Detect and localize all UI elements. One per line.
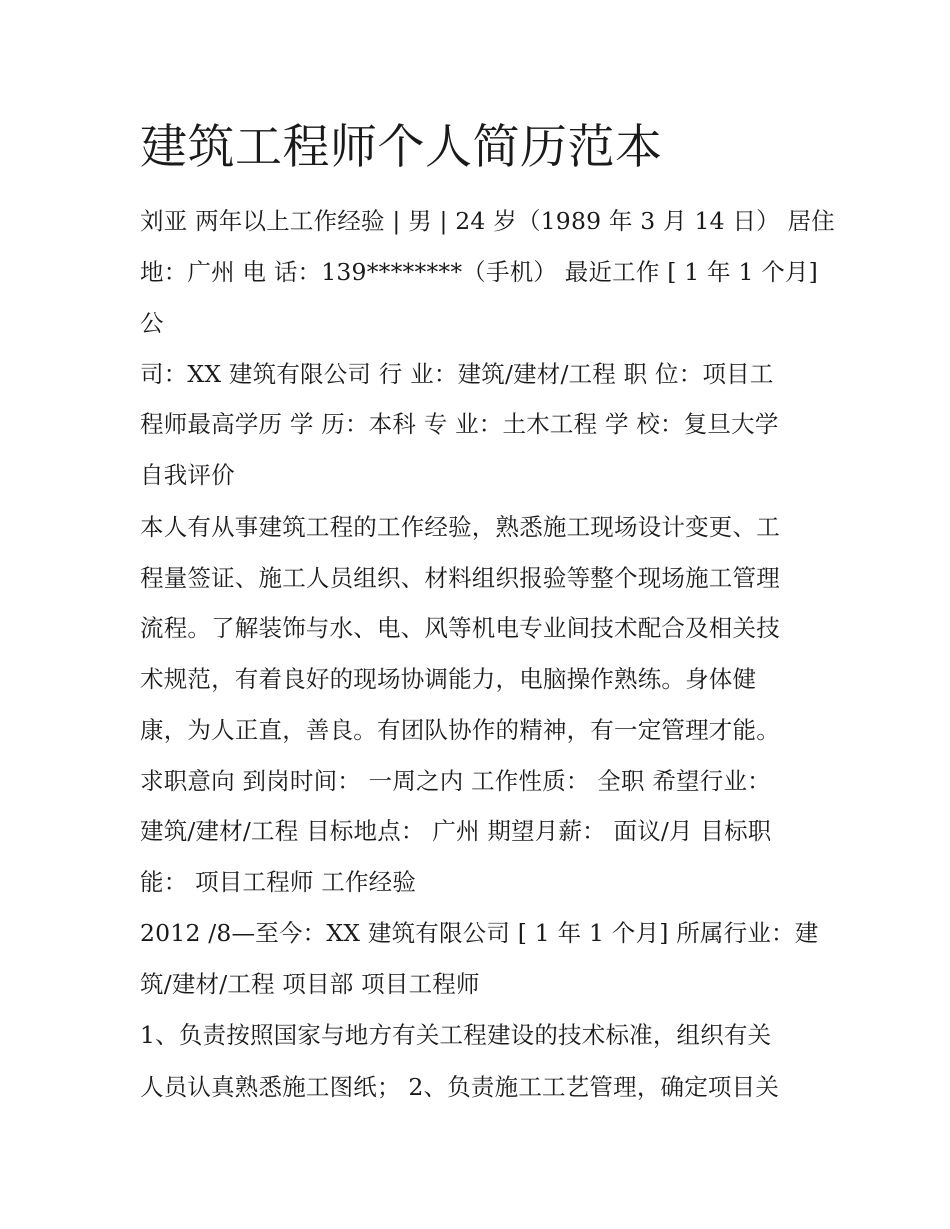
text-line: 1、负责按照国家与地方有关工程建设的技术标准，组织有关 bbox=[140, 1021, 772, 1049]
text-line: 求职意向 到岗时间： 一周之内 工作性质： 全职 希望行业： bbox=[140, 767, 771, 795]
text-line: 公 bbox=[140, 309, 164, 337]
text-line: 程师最高学历 学 历：本科 专 业：土木工程 学 校：复旦大学 bbox=[140, 410, 779, 438]
page-title: 建筑工程师个人简历范本 bbox=[140, 120, 663, 175]
text-line: 本人有从事建筑工程的工作经验，熟悉施工现场设计变更、工 bbox=[140, 513, 780, 541]
text-line: 2012 /8—至今：XX 建筑有限公司 [ 1 年 1 个月] 所属行业：建 bbox=[140, 919, 819, 947]
text-line: 筑/建材/工程 项目部 项目工程师 bbox=[140, 970, 480, 998]
text-line: 司：XX 建筑有限公司 行 业：建筑/建材/工程 职 位：项目工 bbox=[140, 360, 774, 388]
text-line: 术规范，有着良好的现场协调能力，电脑操作熟练。身体健 bbox=[140, 665, 757, 693]
text-line: 能： 项目工程师 工作经验 bbox=[140, 868, 417, 896]
text-line: 建筑/建材/工程 目标地点： 广州 期望月薪： 面议/月 目标职 bbox=[140, 817, 772, 845]
text-line: 人员认真熟悉施工图纸； 2、负责施工工艺管理，确定项目关 bbox=[140, 1073, 780, 1101]
text-line: 刘亚 两年以上工作经验 | 男 | 24 岁（1989 年 3 月 14 日） 居住 bbox=[140, 207, 835, 235]
text-line: 地：广州 电 话：139********（手机） 最近工作 [ 1 年 1 个月] bbox=[140, 258, 819, 286]
text-line: 流程。了解装饰与水、电、风等机电专业间技术配合及相关技 bbox=[140, 614, 780, 642]
text-line: 康，为人正直，善良。有团队协作的精神，有一定管理才能。 bbox=[140, 716, 780, 744]
text-line: 程量签证、施工人员组织、材料组织报验等整个现场施工管理 bbox=[140, 564, 780, 592]
section-heading-self-evaluation: 自我评价 bbox=[140, 461, 235, 489]
